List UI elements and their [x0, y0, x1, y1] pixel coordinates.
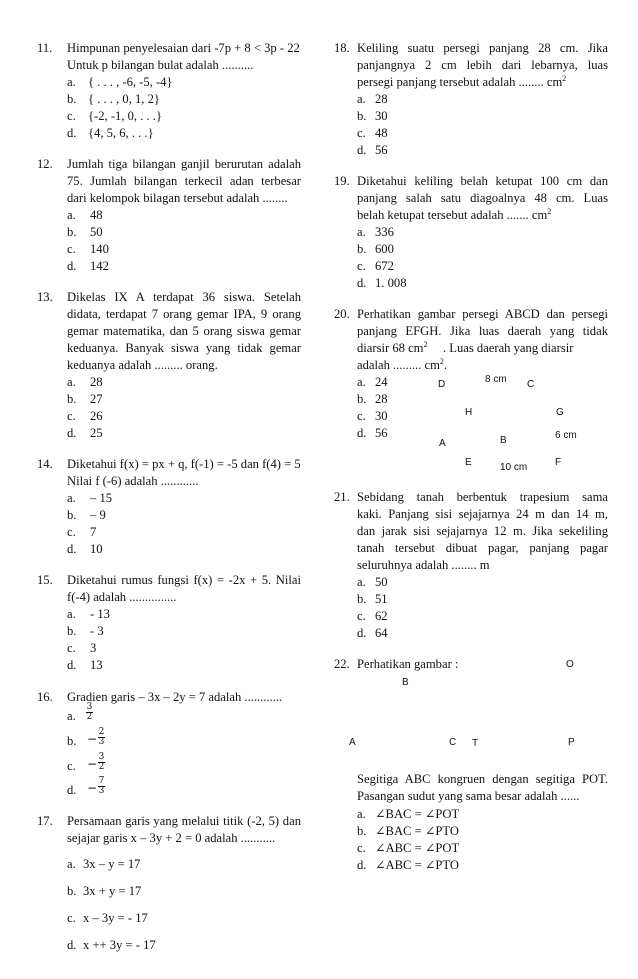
question-number: 16.: [37, 690, 53, 704]
question-number: 11.: [37, 41, 53, 55]
numerator: 7: [98, 776, 105, 786]
option-label: b.: [357, 592, 367, 606]
option-label: b.: [67, 508, 77, 522]
question-number: 17.: [37, 814, 53, 828]
option-c-fraction: [98, 753, 105, 772]
option-label: d.: [67, 938, 77, 952]
vertex-c: C: [527, 379, 535, 390]
option-d: 142: [90, 259, 109, 273]
question-text: [357, 357, 447, 373]
option-label: d.: [357, 426, 367, 440]
option-label: d.: [357, 626, 367, 640]
question-text: tanah tersebut dibuat pagar, panjang pagar: [357, 541, 608, 555]
option-label: b.: [67, 225, 77, 239]
question-text: kaki. Panjang sisi sejajarnya 24 m dan 14 m,: [357, 507, 608, 521]
vertex-h: H: [465, 407, 473, 418]
question-text: 75. Jumlah bilangan terkecil adan terbesar: [67, 174, 301, 188]
option-label: d.: [67, 259, 77, 273]
minus-sign: −: [87, 732, 98, 746]
option-label: c.: [357, 609, 366, 623]
option-label: d.: [67, 126, 77, 140]
question-number: 15.: [37, 573, 53, 587]
question-number: 18.: [334, 41, 350, 55]
option-c: 140: [90, 242, 109, 256]
numerator: 3: [86, 702, 93, 712]
option-d: 13: [90, 658, 103, 672]
vertex-a: A: [439, 438, 446, 449]
numerator: 3: [98, 752, 105, 762]
question-text: Diketahui f(x) = px + q, f(-1) = -5 dan f(4) = 5: [67, 457, 301, 471]
vertex-a: A: [349, 737, 356, 748]
option-label: a.: [67, 491, 76, 505]
question-text: Keliling suatu persegi panjang 28 cm. Jika: [357, 41, 608, 55]
denominator: 2: [86, 712, 93, 722]
option-label: a.: [67, 208, 76, 222]
question-text: [357, 74, 566, 90]
question-number: 14.: [37, 457, 53, 471]
question-text-main: persegi panjang tersebut adalah ........ cm: [357, 75, 563, 89]
option-a: 50: [375, 575, 388, 589]
option-b: 51: [375, 592, 388, 606]
superscript: 2: [423, 340, 428, 349]
option-label: c.: [67, 409, 76, 423]
vertex-c: C: [449, 737, 457, 748]
option-label: b.: [357, 242, 367, 256]
option-c: x – 3y = - 17: [83, 911, 148, 925]
option-d: 10: [90, 542, 103, 556]
option-label: d.: [67, 542, 77, 556]
question-text: Diketahui rumus fungsi f(x) = -2x + 5. Nilai: [67, 573, 301, 587]
vertex-g: G: [556, 407, 564, 418]
option-d: ∠ABC = ∠PTO: [375, 858, 459, 872]
option-d: 64: [375, 626, 388, 640]
option-a-fraction: [86, 703, 93, 722]
vertex-d: D: [438, 379, 446, 390]
option-b: – 9: [90, 508, 106, 522]
option-a: 48: [90, 208, 103, 222]
option-a: 3x – y = 17: [83, 857, 141, 871]
option-c: ∠ABC = ∠POT: [375, 841, 460, 855]
option-c: {-2, -1, 0, . . .}: [88, 109, 163, 123]
option-a: 24: [375, 375, 388, 389]
option-label: a.: [357, 575, 366, 589]
option-label: a.: [357, 225, 366, 239]
option-label: c.: [357, 409, 366, 423]
question-number: 19.: [334, 174, 350, 188]
minus-sign: −: [87, 757, 98, 771]
option-label: c.: [67, 242, 76, 256]
option-d: 25: [90, 426, 103, 440]
option-label: b.: [357, 109, 367, 123]
denominator: 3: [98, 786, 105, 796]
option-label: d.: [67, 783, 77, 797]
question-text: [357, 340, 427, 356]
option-label: c.: [67, 109, 76, 123]
question-text: Pasangan sudut yang sama besar adalah ......: [357, 789, 580, 803]
question-number: 13.: [37, 290, 53, 304]
question-text-part: adalah ......... cm: [357, 358, 440, 372]
question-text: seluruhnya adalah ........ m: [357, 558, 490, 572]
superscript: 2: [439, 357, 444, 366]
option-label: d.: [357, 143, 367, 157]
question-text: keduanya adalah ......... orang.: [67, 358, 218, 372]
option-label: c.: [67, 911, 76, 925]
question-text: Perhatikan gambar :: [357, 657, 459, 671]
option-label: c.: [67, 759, 76, 773]
question-number: 12.: [37, 157, 53, 171]
option-label: a.: [357, 92, 366, 106]
question-text: f(-4) adalah ...............: [67, 590, 177, 604]
option-b: { . . . , 0, 1, 2}: [88, 92, 160, 106]
option-label: b.: [67, 624, 77, 638]
question-text-main: belah ketupat tersebut adalah ....... cm: [357, 208, 548, 222]
option-c: 30: [375, 409, 388, 423]
option-label: c.: [67, 525, 76, 539]
option-b: 600: [375, 242, 394, 256]
option-a: ∠BAC = ∠POT: [375, 807, 460, 821]
option-a: 336: [375, 225, 394, 239]
question-number: 22.: [334, 657, 350, 671]
dimension-bottom: 10 cm: [500, 462, 528, 473]
question-text: keduanya. Banyak siswa yang tidak gemar: [67, 341, 301, 355]
question-text: Perhatikan gambar persegi ABCD dan persegi: [357, 307, 608, 321]
option-label: c.: [357, 841, 366, 855]
option-label: b.: [357, 824, 367, 838]
option-a: 28: [90, 375, 103, 389]
option-d: x ++ 3y = - 17: [83, 938, 156, 952]
question-text: . Luas daerah yang diarsir: [443, 341, 574, 355]
option-label: a.: [357, 807, 366, 821]
minus-sign: −: [87, 781, 98, 795]
question-text: panjangnya 2 cm lebih dari lebarnya, luas: [357, 58, 608, 72]
question-text: Diketahui keliling belah ketupat 100 cm dan: [357, 174, 608, 188]
question-text: Himpunan penyelesaian dari -7p + 8 < 3p - 22: [67, 41, 300, 55]
triangle-pot: [468, 672, 570, 736]
option-label: b.: [357, 392, 367, 406]
numerator: 2: [98, 727, 105, 737]
option-c: 3: [90, 641, 97, 655]
question-text: Dikelas IX A terdapat 36 siswa. Setelah: [67, 290, 301, 304]
option-a: 28: [375, 92, 388, 106]
option-c: 48: [375, 126, 388, 140]
question-text: panjang EFGH. Jika luas daerah yang tidak: [357, 324, 608, 338]
question-text-part: .: [443, 358, 448, 372]
question-text: Persamaan garis yang melalui titik (-2, 5) dan: [67, 814, 301, 828]
vertex-b: B: [500, 435, 507, 446]
question-text: Nilai f (-6) adalah ............: [67, 474, 199, 488]
option-b: 28: [375, 392, 388, 406]
option-c: 7: [90, 525, 97, 539]
option-label: a.: [67, 857, 76, 871]
vertex-t: T: [472, 738, 479, 749]
option-b: - 3: [90, 624, 104, 638]
question-text: [357, 207, 551, 223]
option-d: 56: [375, 143, 388, 157]
option-label: d.: [67, 658, 77, 672]
option-label: b.: [67, 884, 77, 898]
option-c: 672: [375, 259, 394, 273]
vertex-e: E: [465, 457, 472, 468]
vertex-b: B: [402, 677, 409, 688]
option-label: a.: [67, 75, 76, 89]
vertex-o: O: [566, 659, 574, 670]
vertex-p: P: [568, 737, 575, 748]
option-b: 3x + y = 17: [83, 884, 142, 898]
dimension-side: 6 cm: [555, 430, 577, 441]
option-label: a.: [357, 375, 366, 389]
option-a: - 13: [90, 607, 110, 621]
option-label: d.: [67, 426, 77, 440]
option-label: b.: [67, 92, 77, 106]
option-d-fraction: [98, 777, 105, 796]
question-text: dan jarak sisi sejajarnya 12 m. Jika sekeliling: [357, 524, 608, 538]
question-text: Sebidang tanah berbentuk trapesium sama: [357, 490, 608, 504]
question-text: Segitiga ABC kongruen dengan segitiga POT.: [357, 772, 608, 786]
question-text: gemar matematika, dan 5 orang siswa gemar: [67, 324, 301, 338]
question-text: Gradien garis – 3x – 2y = 7 adalah ............: [67, 690, 283, 704]
option-d: 1. 008: [375, 276, 407, 290]
option-label: d.: [357, 858, 367, 872]
superscript: 2: [547, 207, 552, 216]
option-a: { . . . , -6, -5, -4}: [88, 75, 173, 89]
option-label: b.: [67, 734, 77, 748]
option-label: b.: [67, 392, 77, 406]
triangle-abc: [358, 688, 452, 736]
option-d: {4, 5, 6, . . .}: [88, 126, 154, 140]
option-d: 56: [375, 426, 388, 440]
option-label: c.: [67, 641, 76, 655]
question-text: Jumlah tiga bilangan ganjil berurutan adalah: [67, 157, 301, 171]
denominator: 3: [98, 737, 105, 747]
option-b: 50: [90, 225, 103, 239]
question-number: 20.: [334, 307, 350, 321]
superscript: 2: [562, 74, 567, 83]
shaded-region: [476, 413, 503, 440]
option-label: a.: [67, 375, 76, 389]
vertex-f: F: [555, 457, 562, 468]
option-b: 27: [90, 392, 103, 406]
question-text: didata, terdapat 7 orang gemar IPA, 9 orang: [67, 307, 301, 321]
question-text: Untuk p bilangan bulat adalah ..........: [67, 58, 254, 72]
option-b-fraction: [98, 728, 105, 747]
option-b: ∠BAC = ∠PTO: [375, 824, 459, 838]
option-label: d.: [357, 276, 367, 290]
dimension-top: 8 cm: [485, 374, 507, 385]
option-label: a.: [67, 607, 76, 621]
question-text: dari kelompok bilagan tersebut adalah ........: [67, 191, 288, 205]
option-label: c.: [357, 126, 366, 140]
question-text: panjang salah satu diagoalnya 48 cm. Luas: [357, 191, 608, 205]
option-c: 26: [90, 409, 103, 423]
question-text-part: diarsir 68 cm: [357, 341, 424, 355]
denominator: 2: [98, 762, 105, 772]
question-text: sejajar garis x – 3y + 2 = 0 adalah ...........: [67, 831, 276, 845]
option-a: – 15: [90, 491, 113, 505]
question-number: 21.: [334, 490, 350, 504]
option-label: c.: [357, 259, 366, 273]
option-label: a.: [67, 709, 76, 723]
option-c: 62: [375, 609, 388, 623]
option-b: 30: [375, 109, 388, 123]
